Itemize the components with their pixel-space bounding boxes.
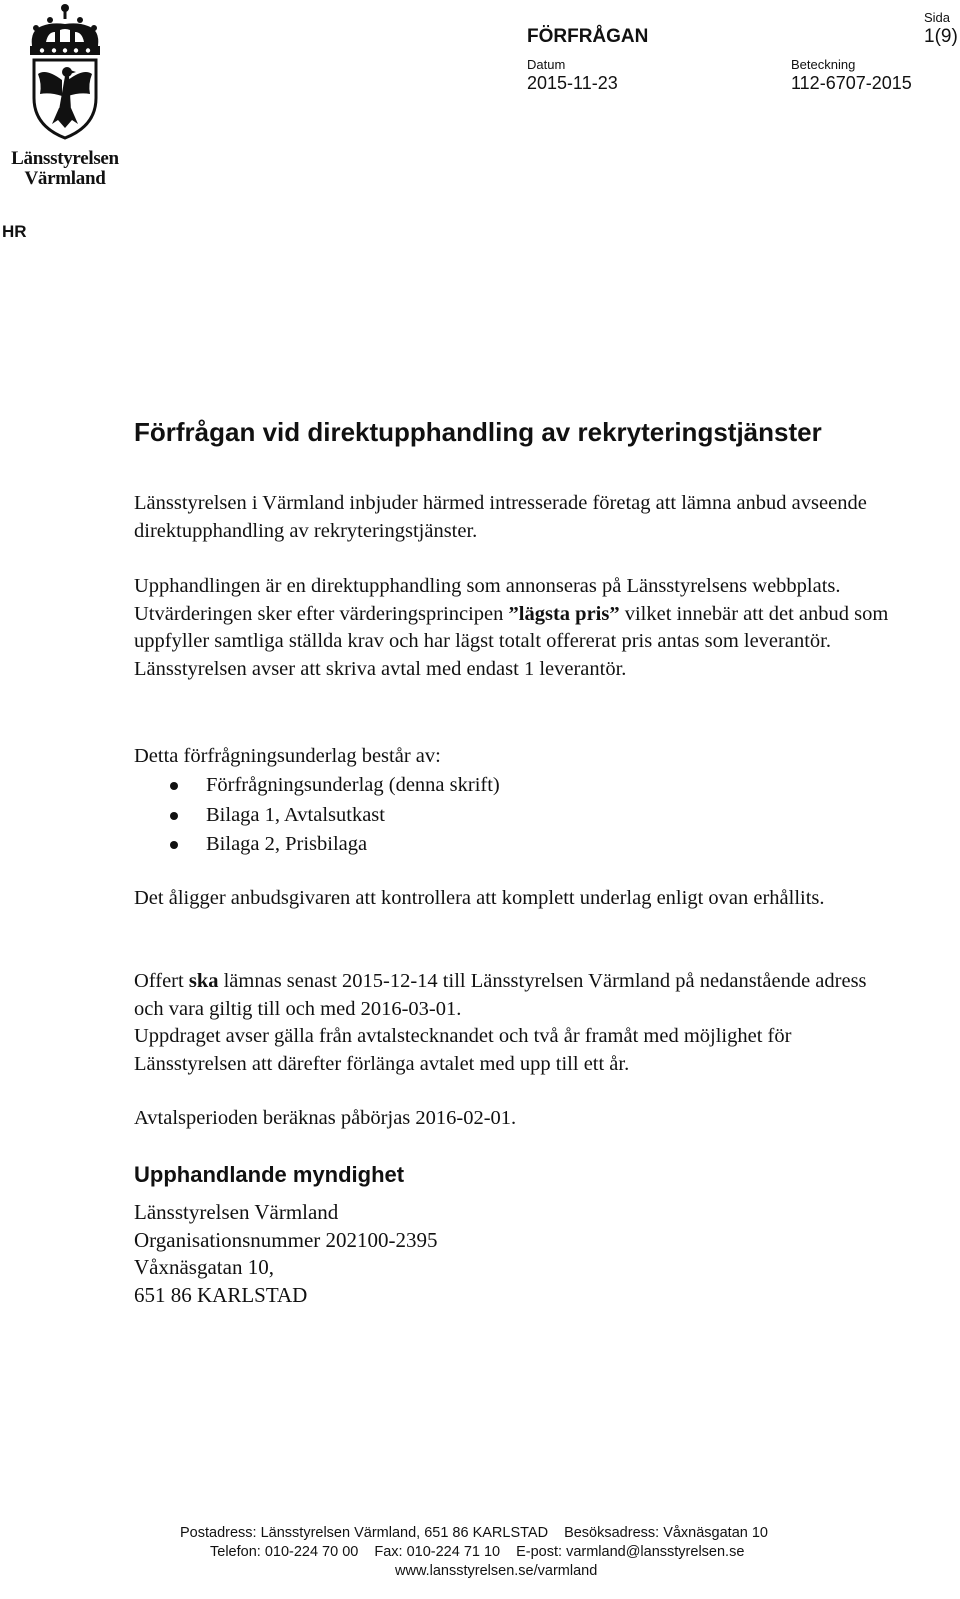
- footer-postal-address: Postadress: Länsstyrelsen Värmland, 651 86 KARLSTAD: [180, 1525, 549, 1541]
- bullet-icon: [170, 782, 178, 790]
- offer-paragraph: [134, 968, 894, 1078]
- postal-city: 651 86 KARLSTAD: [134, 1282, 308, 1307]
- bullet-icon: [170, 812, 178, 820]
- footer-line2: [210, 1544, 744, 1560]
- verification-text: Det åligger anbudsgivaren att kontrollera att komplett underlag enligt ovan erhållits.: [134, 887, 825, 909]
- evaluation-paragraph: [134, 573, 894, 683]
- list-item: [134, 771, 500, 801]
- lowest-price-emphasis: ”lägsta pris”: [508, 602, 620, 625]
- footer-line1: [180, 1525, 768, 1541]
- intro-paragraph: [134, 490, 894, 545]
- date-value: 2015-11-23: [527, 73, 618, 93]
- logo-text-line1: Länsstyrelsen: [11, 148, 119, 169]
- contract-period-text: Avtalsperioden beräknas påbörjas 2016-02-01.: [134, 1107, 517, 1129]
- footer-line3: [395, 1563, 597, 1579]
- department: HR: [2, 222, 27, 241]
- list-item-text: Bilaga 1, Avtalsutkast: [206, 803, 385, 826]
- authority-heading: Upphandlande myndighet: [134, 1162, 405, 1187]
- page-label: Sida: [924, 10, 951, 25]
- list-item: [134, 830, 500, 860]
- offer-text: [134, 968, 894, 1023]
- agency-logo: [0, 0, 130, 195]
- footer-website-link[interactable]: www.lansstyrelsen.se/varmland: [395, 1563, 598, 1579]
- evaluation-text-b: vilket innebär att det anbud som uppfyller samtliga ställda krav och har lägst totalt offererat pris antas som leverantör. Länsstyrelsen avser att skriva avtal med endast 1 leverantör.: [134, 602, 889, 680]
- logo-text-line2: Värmland: [24, 168, 106, 189]
- reference-label: Beteckning: [791, 57, 856, 72]
- contents-intro-text: Detta förfrågningsunderlag består av:: [134, 745, 441, 767]
- offer-text-a: Offert: [134, 970, 189, 992]
- coat-of-arms-icon: [22, 2, 108, 142]
- footer-email[interactable]: E-post: varmland@lansstyrelsen.se: [516, 1544, 745, 1560]
- street-address: Våxnäsgatan 10,: [134, 1255, 274, 1279]
- list-item-text: Förfrågningsunderlag (denna skrift): [206, 774, 500, 796]
- list-item-text: Bilaga 2, Prisbilaga: [206, 833, 368, 855]
- contents-list: [134, 771, 500, 860]
- contract-period-paragraph: [134, 1105, 894, 1133]
- organization-number: Organisationsnummer 202100-2395: [134, 1227, 438, 1252]
- list-item: [134, 801, 500, 831]
- page-title: Förfrågan vid direktupphandling av rekryteringstjänster: [134, 417, 822, 447]
- contents-intro: [134, 743, 894, 771]
- intro-text: Länsstyrelsen i Värmland inbjuder härmed intresserade företag att lämna anbud avseende direktupphandling av rekryteringstjänster.: [134, 492, 867, 542]
- verification-paragraph: [134, 885, 894, 913]
- evaluation-text-a: Upphandlingen är en direktupphandling som annonseras på Länsstyrelsens webbplats. Utvärderingen sker efter värderingsprincipen: [134, 575, 841, 625]
- page-number: 1(9): [924, 26, 958, 47]
- reference-value: 112-6707-2015: [791, 73, 912, 93]
- date-label: Datum: [527, 57, 566, 72]
- assignment-text: Uppdraget avser gälla från avtalstecknandet och två år framåt med möjlighet för Länsstyrelsen att därefter förlänga avtalet med upp till ett år.: [134, 1025, 792, 1075]
- footer-phone: Telefon: 010-224 70 00: [210, 1544, 359, 1560]
- authority-name: Länsstyrelsen Värmland: [134, 1200, 339, 1224]
- document-type: FÖRFRÅGAN: [527, 26, 649, 47]
- authority-address: [134, 1199, 438, 1309]
- footer-visit-address: Besöksadress: Våxnäsgatan 10: [564, 1525, 768, 1541]
- shall-emphasis: ska: [188, 970, 219, 992]
- footer-fax: Fax: 010-224 71 10: [374, 1544, 501, 1560]
- offer-text-b: lämnas senast 2015-12-14 till Länsstyrelsen Värmland på nedanstående adress och vara giltig till och med 2016-03-01.: [134, 970, 867, 1020]
- evaluation-text: [134, 573, 894, 683]
- bullet-icon: [170, 841, 178, 849]
